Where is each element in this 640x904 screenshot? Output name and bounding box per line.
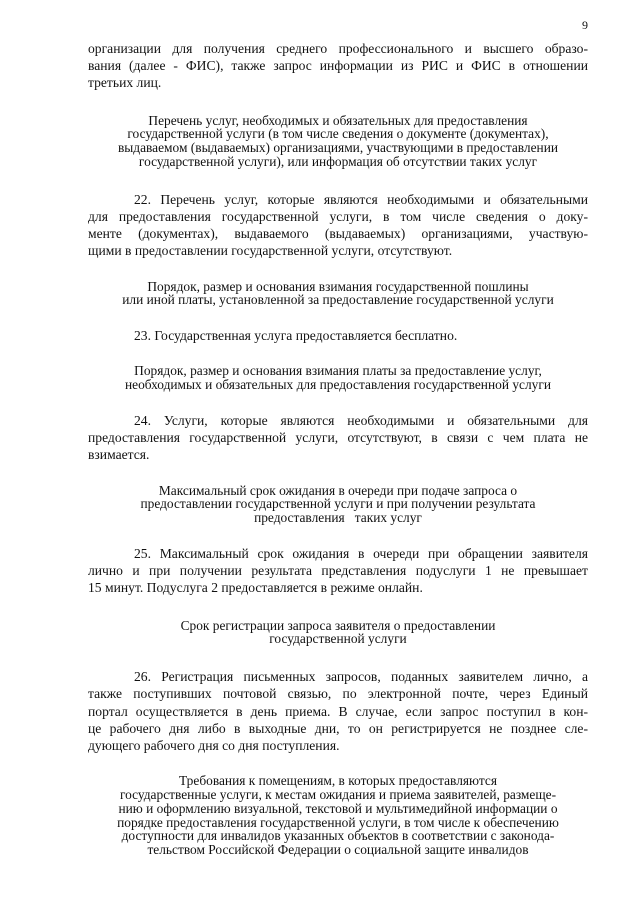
text-line: предоставления государственной услуги, отсутствуют, в связи с чем плата не <box>88 430 588 446</box>
text-line: портал осуществляется в день приема. В случае, если запрос поступил в кон- <box>88 703 588 719</box>
text-line: 26. Регистрация письменных запросов, поданных заявителем лично, а <box>134 669 588 685</box>
heading-line: Максимальный срок ожидания в очереди при подаче запроса о <box>158 482 518 498</box>
paragraph-24 <box>88 412 588 464</box>
paragraph-continuation <box>88 40 588 92</box>
text-line: третьих лиц. <box>88 75 162 91</box>
text-line: 25. Максимальный срок ожидания в очереди при обращении заявителя <box>134 546 588 561</box>
section-heading-registration <box>88 619 588 647</box>
heading-line: государственной услуги (в том числе сведения о документе (документах), <box>127 126 549 142</box>
section-heading-state-fee <box>88 280 588 308</box>
text-line: взимается. <box>88 447 150 463</box>
text-line: 22. Перечень услуг, которые являются необходимыми и обязательными <box>134 191 588 207</box>
heading-line: Порядок, размер и основания взимания платы за предоставление услуг, <box>134 363 542 379</box>
heading-line: выдаваемом (выдаваемых) организациями, участвующими в предоставлении <box>117 140 559 156</box>
section-heading-premises-requirements <box>88 774 588 857</box>
heading-line: доступности для инвалидов указанных объектов в соответствии с законода- <box>121 828 555 844</box>
text-line: лично и при получении результата представления подуслуги 1 не превышает <box>88 563 588 579</box>
heading-line: нию и оформлению визуальной, текстовой и мультимедийной информации о <box>118 800 558 816</box>
heading-line: или иной платы, установленной за предоставление государственной услуги <box>122 292 554 308</box>
heading-line: предоставления таких услуг <box>254 510 422 526</box>
paragraph-25 <box>88 545 588 597</box>
text-line: для предоставления государственной услуги, в том числе сведения о доку- <box>88 209 588 224</box>
paragraph-23 <box>88 327 588 344</box>
heading-line: необходимых и обязательных для предоставления государственной услуги <box>124 377 552 393</box>
text-line: щими в предоставлении государственной услуги, отсутствуют. <box>88 243 453 259</box>
text-line: 24. Услуги, которые являются необходимыми и обязательными для <box>134 413 588 428</box>
page-content <box>88 40 588 857</box>
paragraph-22 <box>88 191 588 260</box>
heading-line: тельством Российской Федерации о социальной защите инвалидов <box>147 842 529 858</box>
section-heading-services-list <box>88 114 588 169</box>
text-line: менте (документах), выдаваемого (выдаваемых) организациями, участвую- <box>88 226 588 242</box>
text-line: 23. Государственная услуга предоставляется бесплатно. <box>134 328 458 344</box>
heading-line: государственной услуги <box>269 631 407 647</box>
text-line: вания (далее - ФИС), также запрос информации из РИС и ФИС в отношении <box>88 58 588 74</box>
paragraph-26 <box>88 668 588 754</box>
text-line: также поступивших почтовой связью, по электронной почте, через Единый <box>88 686 588 702</box>
heading-line: предоставлении государственной услуги и при получении результата <box>140 496 536 512</box>
text-line: це рабочего дня либо в выходные дни, то он регистрируется не позднее сле- <box>88 720 588 736</box>
text-line: 15 минут. Подуслуга 2 предоставляется в режиме онлайн. <box>88 580 423 596</box>
heading-line: порядке предоставления государственной услуги, в том числе к обеспечению <box>117 814 559 830</box>
section-heading-service-fee <box>88 364 588 392</box>
text-line: организации для получения среднего профессионального и высшего образо- <box>88 41 588 56</box>
heading-line: Требования к помещениям, в которых предоставляются <box>179 773 497 789</box>
heading-line: Перечень услуг, необходимых и обязательных для предоставления <box>148 112 528 128</box>
heading-line: Порядок, размер и основания взимания государственной пошлины <box>147 278 529 294</box>
heading-line: государственной услуги), или информация об отсутствии таких услуг <box>138 154 538 169</box>
text-line: дующего рабочего дня со дня поступления. <box>88 738 340 754</box>
heading-line: Срок регистрации запроса заявителя о предоставлении <box>180 617 496 633</box>
page-number: 9 <box>582 18 588 32</box>
heading-line: государственные услуги, к местам ожидания и приема заявителей, размеще- <box>119 787 557 803</box>
section-heading-queue-time <box>88 484 588 525</box>
